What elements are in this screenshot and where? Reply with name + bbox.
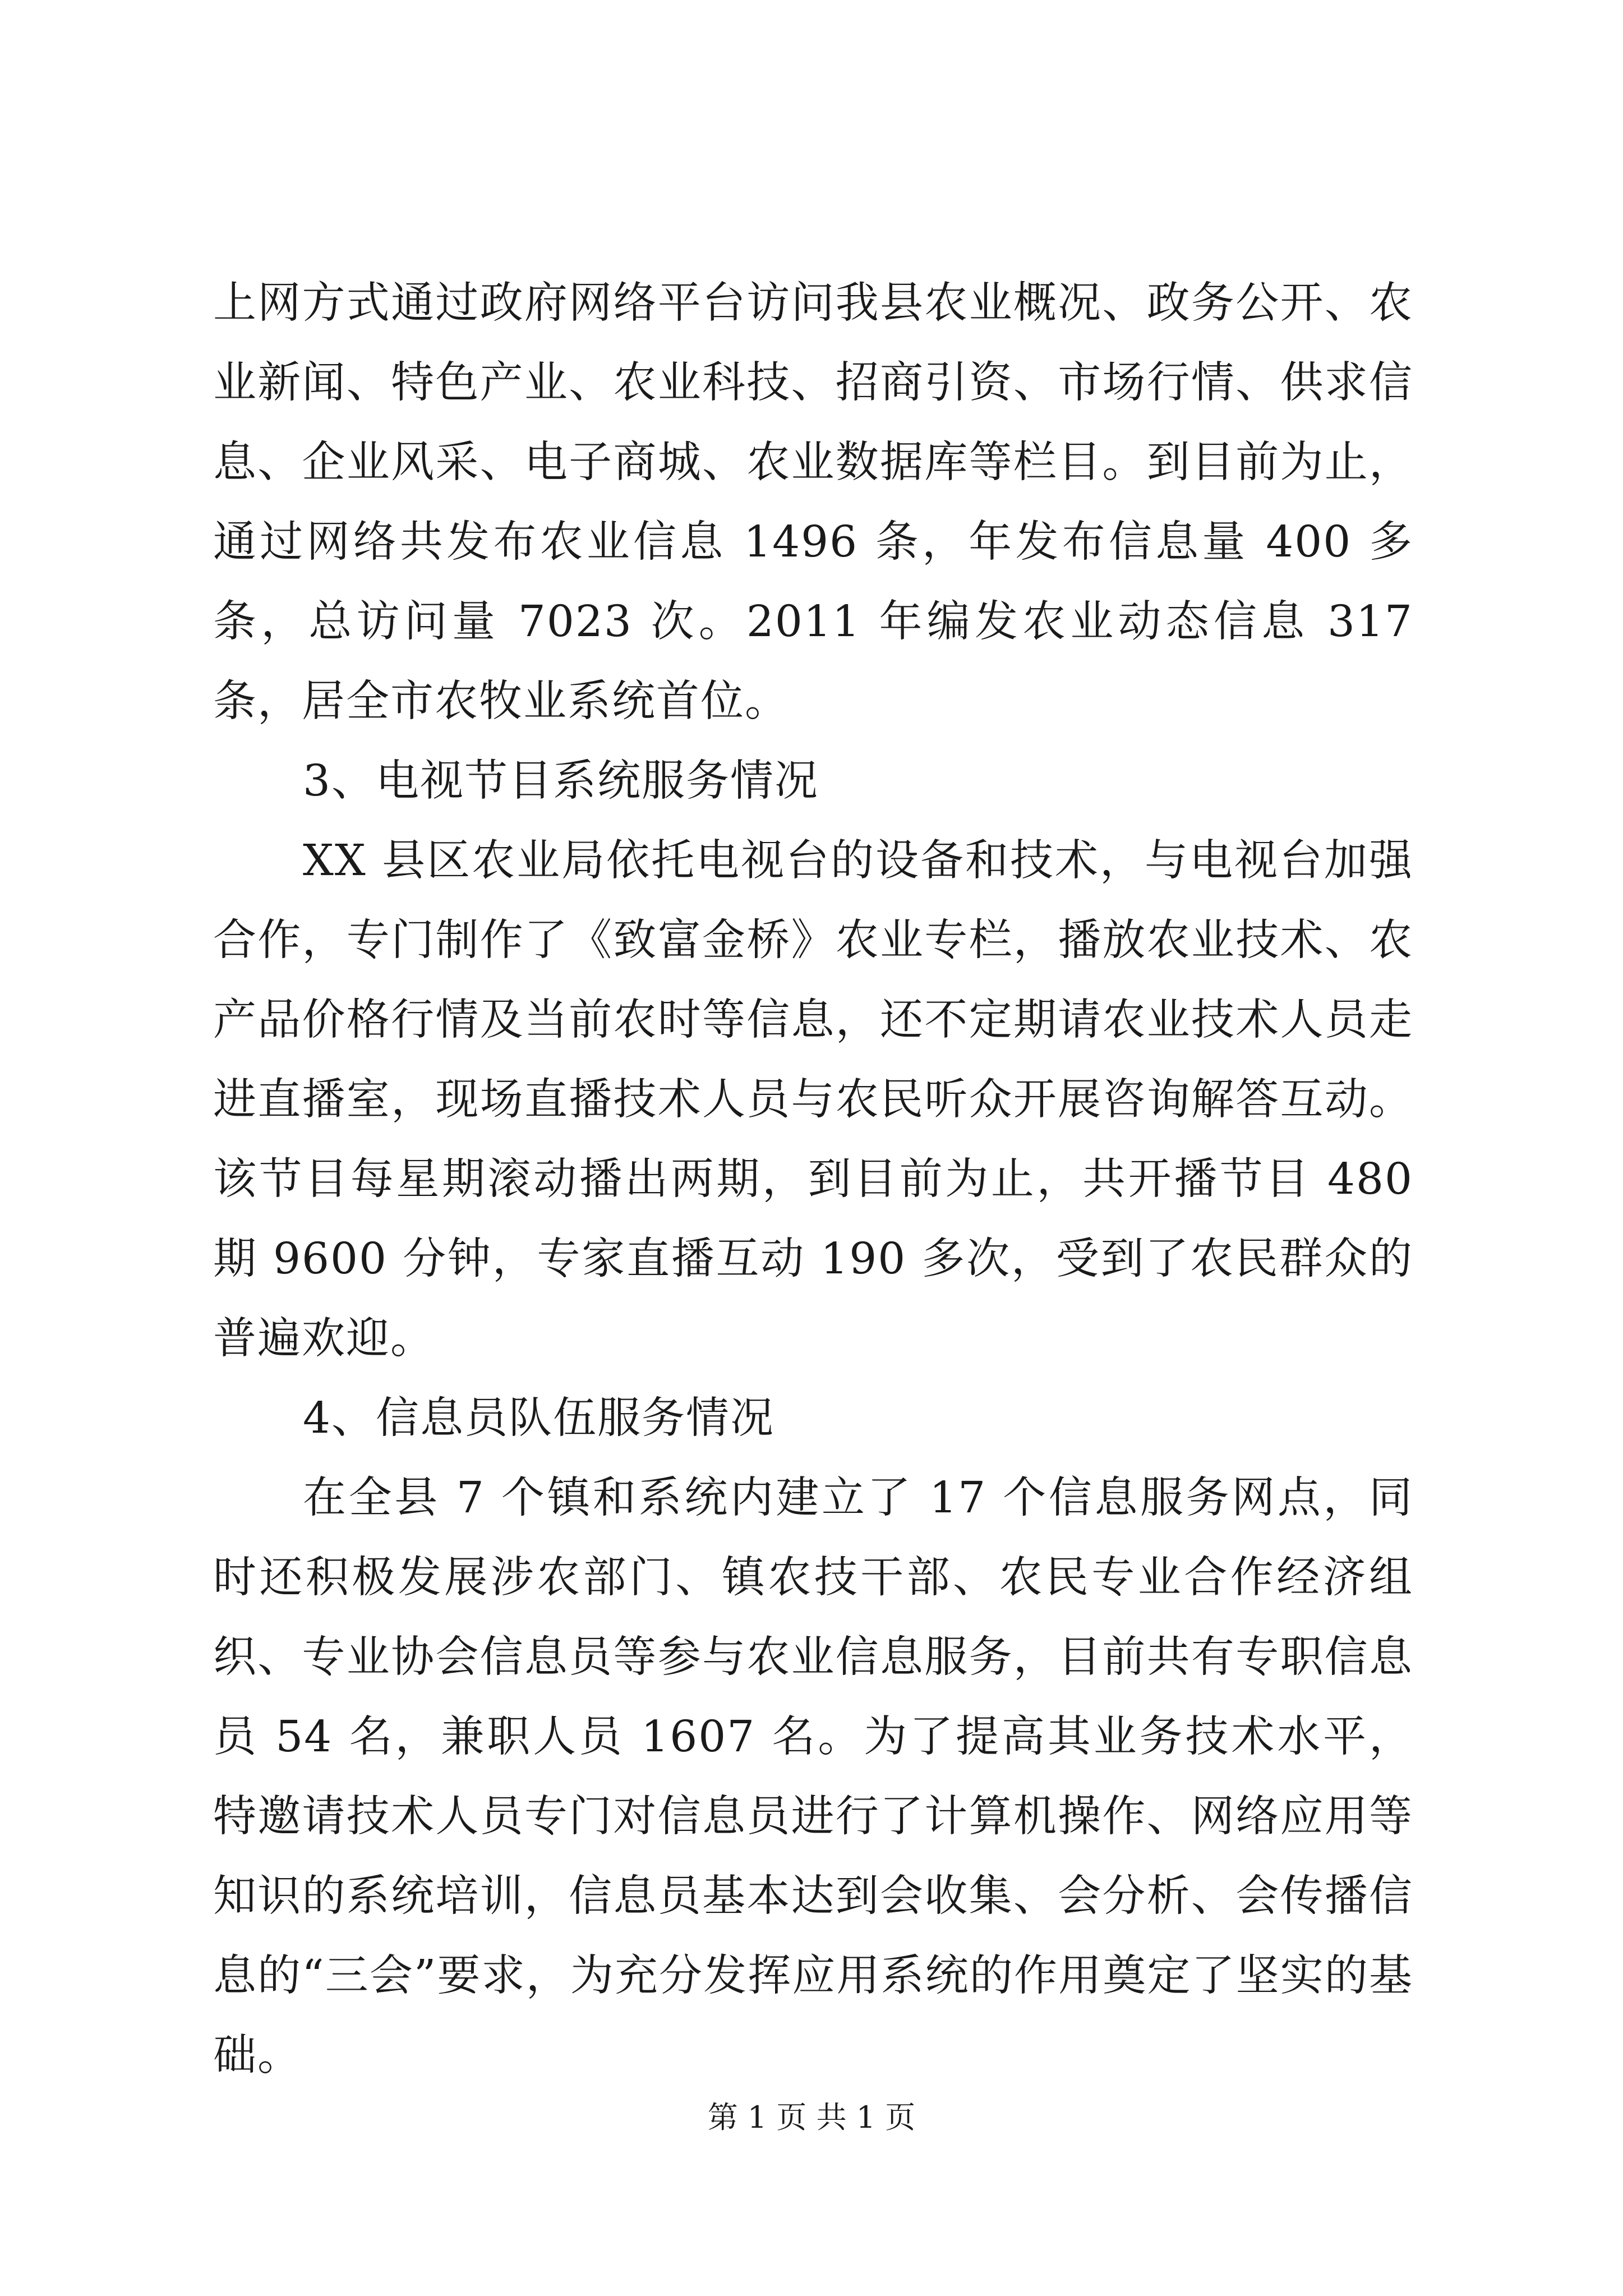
page-footer: 第 1 页 共 1 页 bbox=[707, 2100, 916, 2135]
paragraph-network-platform: 上网方式通过政府网络平台访问我县农业概况、政务公开、农业新闻、特色产业、农业科技、招商引资、市场行情、供求信息、企业风采、电子商城、农业数据库等栏目。到目前为止，通过网络共发布农业信息 1496 条，年发布信息量 400 多条，总访问量 7023 次。2011 年编发农业动态信息 317 条，居全市农牧业系统首位。 bbox=[213, 278, 1413, 726]
paragraph-info-staff: 在全县 7 个镇和系统内建立了 17 个信息服务网点，同时还积极发展涉农部门、镇农技干部、农民专业合作经济组织、专业协会信息员等参与农业信息服务，目前共有专职信息员 54 名，兼职人员 1607 名。为了提高其业务技术水平，特邀请技术人员专门对信息员进行了计算机操作、网络应用等知识的系统培训，信息员基本达到会收集、会分析、会传播信息的“三会”要求，为充分发挥应用系统的作用奠定了坚实的基础。 bbox=[213, 1473, 1413, 2081]
document-body bbox=[213, 264, 1413, 2096]
paragraph-tv-program: XX 县区农业局依托电视台的设备和技术，与电视台加强合作，专门制作了《致富金桥》农业专栏，播放农业技术、农产品价格行情及当前农时等信息，还不定期请农业技术人员走进直播室，现场直播技术人员与农民听众开展咨询解答互动。该节目每星期滚动播出两期，到目前为止，共开播节目 480 期 9600 分钟，专家直播互动 190 多次，受到了农民群众的普遍欢迎。 bbox=[213, 836, 1413, 1364]
section-heading-tv-program: 3、电视节目系统服务情况 bbox=[303, 756, 819, 806]
section-heading-info-staff: 4、信息员队伍服务情况 bbox=[303, 1393, 774, 1443]
